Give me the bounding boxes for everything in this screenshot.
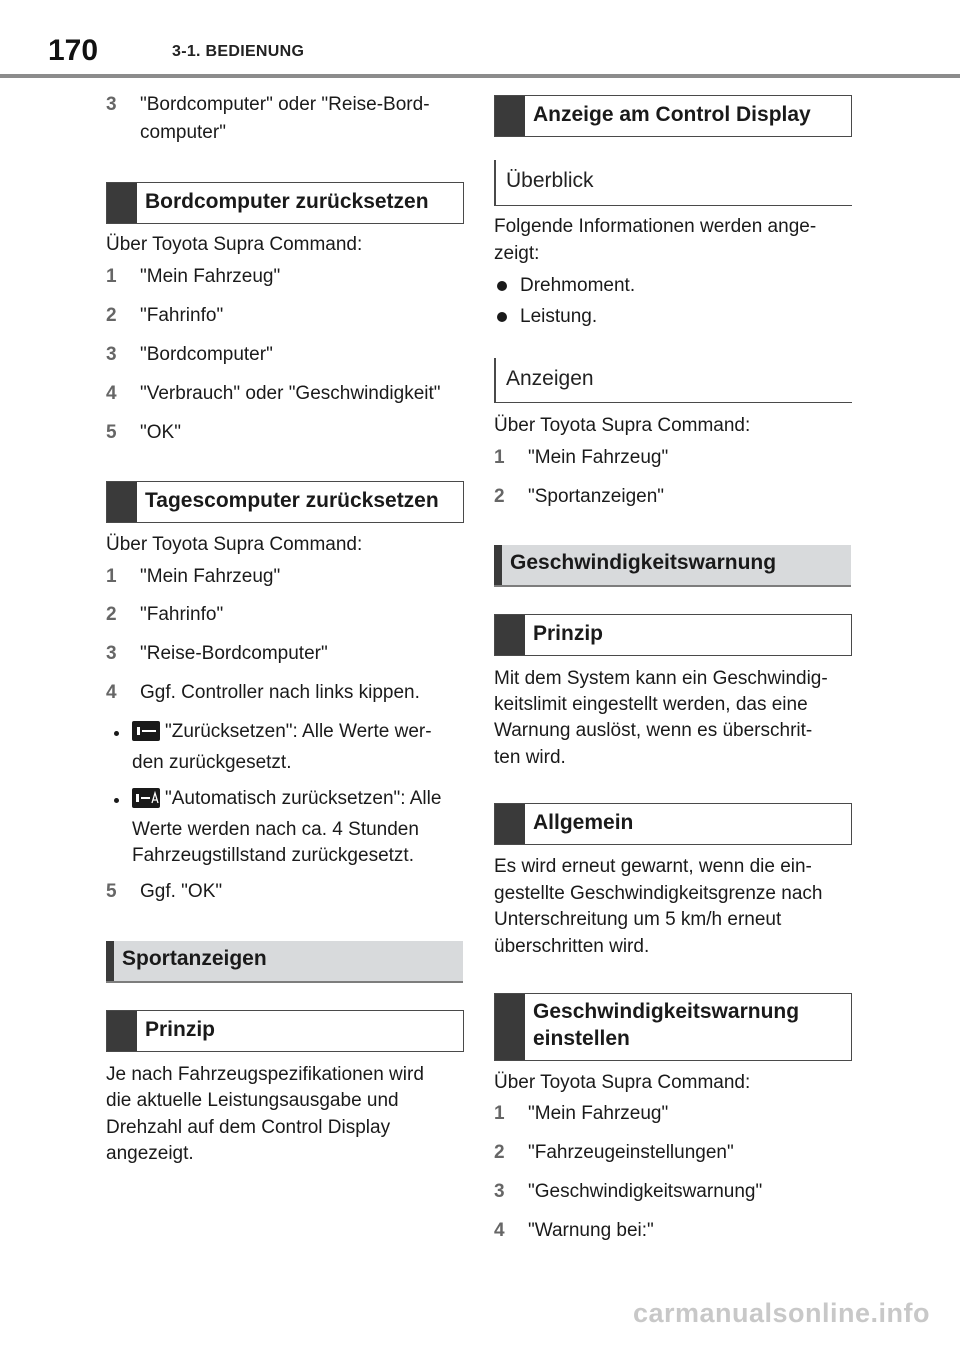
step-number: 4: [494, 1220, 505, 1241]
bullet-text: "Zurücksetzen": Alle Werte wer-: [165, 721, 432, 742]
heading-label: Geschwindigkeitswarnung: [510, 551, 777, 574]
heading-label: Anzeigen: [506, 367, 594, 390]
body-line: zeigt:: [494, 243, 540, 264]
step-item: [106, 381, 466, 407]
heading-bar: [495, 96, 525, 136]
step-item: [106, 602, 466, 628]
step-text: "OK": [140, 422, 181, 443]
body-line: überschritten wird.: [494, 936, 650, 957]
step-text: "Bordcomputer": [140, 344, 273, 365]
step-text: "Mein Fahrzeug": [528, 1103, 669, 1124]
step-text: "Mein Fahrzeug": [140, 266, 281, 287]
body-line: gestellte Geschwindigkeitsgrenze nach: [494, 883, 823, 904]
heading-label: Sportanzeigen: [122, 947, 267, 970]
step-text: "Mein Fahrzeug": [528, 447, 669, 468]
step-number: 2: [106, 305, 117, 326]
body-line: Warnung auslöst, wenn es überschrit-: [494, 720, 813, 741]
heading-bar: [494, 545, 502, 585]
heading-bar: [495, 804, 525, 844]
heading-bar: [107, 482, 137, 522]
step-item: [494, 1218, 854, 1244]
step-item: [106, 303, 466, 329]
heading-bar: [107, 1011, 137, 1051]
bullet-text: Leistung.: [520, 306, 598, 327]
heading-label: Tagescomputer zurücksetzen: [145, 489, 439, 512]
step-text: "Warnung bei:": [528, 1220, 654, 1241]
reset-icon: [132, 721, 160, 741]
watermark: carmanualsonline.info: [632, 1298, 930, 1328]
body-line: keitslimit eingestellt werden, das eine: [494, 694, 808, 715]
page-number: 170: [48, 34, 99, 67]
heading-label: Geschwindigkeitswarnung: [533, 1000, 800, 1023]
body-line: Es wird erneut gewarnt, wenn die ein-: [494, 856, 812, 877]
bullet-dot: [497, 281, 507, 291]
bullet-dot: [497, 312, 507, 322]
step-text: "Verbrauch" oder "Geschwindigkeit": [140, 383, 441, 404]
step-number: 1: [494, 1103, 505, 1124]
body-line: Je nach Fahrzeugspezifikationen wird: [106, 1064, 424, 1085]
step-text: Ggf. Controller nach links kippen.: [140, 682, 420, 703]
step-text: Ggf. "OK": [140, 881, 223, 902]
bullet-text-continuation: Fahrzeugstillstand zurückgesetzt.: [132, 845, 414, 866]
step-item: [494, 1101, 854, 1127]
step-number: 1: [494, 447, 505, 468]
bullet-text-continuation: Werte werden nach ca. 4 Stunden: [132, 819, 419, 840]
intro-text: Über Toyota Supra Command:: [494, 415, 751, 436]
section-heading-allgemein: [494, 803, 852, 845]
body-line: ten wird.: [494, 747, 566, 768]
subsection-heading-anzeigen: [494, 358, 852, 403]
step-text: "Reise-Bordcomputer": [140, 643, 328, 664]
bullet-text: "Automatisch zurücksetzen": Alle: [165, 788, 442, 809]
heading-bar: [495, 615, 525, 655]
step-number: 1: [106, 266, 117, 287]
step-item: [106, 564, 466, 590]
section-heading-tagescomputer: [106, 481, 464, 523]
bullet-dot: [114, 731, 119, 736]
intro-text: Über Toyota Supra Command:: [106, 234, 363, 255]
step-item: [494, 445, 854, 471]
step-number: 3: [106, 94, 117, 115]
body-line: angezeigt.: [106, 1143, 194, 1164]
body-line: Unterschreitung um 5 km/h erneut: [494, 909, 782, 930]
section-heading-anzeige: [494, 95, 852, 137]
intro-text: Über Toyota Supra Command:: [494, 1072, 751, 1093]
section-heading-geschwindigkeitswarnung: [494, 545, 851, 587]
heading-label: Prinzip: [533, 622, 604, 645]
step-text: "Sportanzeigen": [528, 486, 665, 507]
step-item: [106, 420, 466, 446]
step-item: [106, 92, 466, 118]
heading-bar: [107, 183, 137, 223]
step-item: [106, 641, 466, 667]
step-item: [106, 680, 466, 706]
heading-label: Allgemein: [533, 811, 634, 834]
step-item: [494, 1140, 854, 1166]
step-item: [106, 879, 466, 905]
body-line: die aktuelle Leistungsausgabe und: [106, 1090, 399, 1111]
heading-bar: [106, 941, 114, 981]
step-text-continuation: computer": [140, 122, 226, 143]
step-text: "Mein Fahrzeug": [140, 566, 281, 587]
heading-label: Bordcomputer zurücksetzen: [145, 190, 429, 213]
chapter-title: 3-1. BEDIENUNG: [172, 43, 305, 60]
step-text: "Bordcomputer" oder "Reise-Bord-: [140, 94, 430, 115]
step-number: 1: [106, 566, 117, 587]
step-number: 3: [494, 1181, 505, 1202]
body-line: Folgende Informationen werden ange-: [494, 216, 817, 237]
step-number: 2: [494, 486, 505, 507]
step-text: "Fahrinfo": [140, 305, 224, 326]
step-number: 3: [106, 344, 117, 365]
body-line: Mit dem System kann ein Geschwindig-: [494, 668, 828, 689]
section-heading-sportanzeigen: [106, 941, 463, 983]
step-text: "Fahrzeugeinstellungen": [528, 1142, 734, 1163]
heading-label: Überblick: [506, 169, 594, 192]
section-heading-bordcomputer: [106, 182, 464, 224]
subsection-heading-ueberblick: [494, 160, 852, 206]
section-heading-prinzip: [106, 1010, 464, 1052]
heading-bar: [495, 994, 525, 1060]
step-number: 2: [106, 604, 117, 625]
intro-text: Über Toyota Supra Command:: [106, 534, 363, 555]
step-number: 5: [106, 881, 117, 902]
heading-label-continuation: einstellen: [533, 1027, 630, 1050]
header-divider: [0, 74, 960, 78]
step-text: "Fahrinfo": [140, 604, 224, 625]
section-heading-einstellen: [494, 993, 852, 1061]
heading-label: Anzeige am Control Display: [533, 103, 811, 126]
step-item: [494, 1179, 854, 1205]
bullet-text-continuation: den zurückgesetzt.: [132, 752, 292, 773]
bullet-dot: [114, 798, 119, 803]
bullet-text: Drehmoment.: [520, 275, 636, 296]
auto-reset-icon: [132, 788, 160, 808]
step-number: 2: [494, 1142, 505, 1163]
step-number: 5: [106, 422, 117, 443]
body-line: Drehzahl auf dem Control Display: [106, 1117, 391, 1138]
step-text: "Geschwindigkeitswarnung": [528, 1181, 763, 1202]
step-number: 4: [106, 383, 117, 404]
step-number: 3: [106, 643, 117, 664]
section-heading-prinzip: [494, 614, 852, 656]
step-item: [494, 484, 854, 510]
step-item: [106, 264, 466, 290]
step-number: 4: [106, 682, 117, 703]
heading-label: Prinzip: [145, 1018, 216, 1041]
step-item: [106, 342, 466, 368]
